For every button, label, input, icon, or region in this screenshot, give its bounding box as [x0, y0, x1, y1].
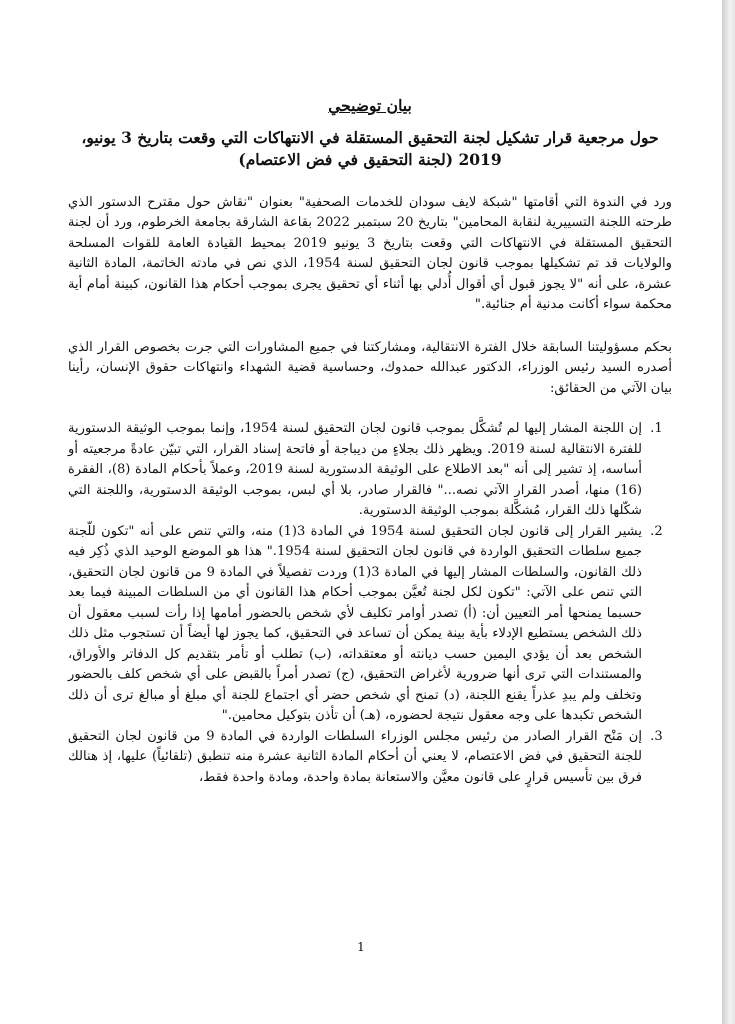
scroll-gutter: [722, 0, 735, 1024]
facts-list: [68, 419, 672, 788]
document-body: [68, 96, 672, 788]
fact-item-3: 3. إن مَنْح القرار الصادر من رئيس مجلس الوزراء السلطات الواردة في المادة 9 من قانون لجان التحقيق للجنة التحقيق في فض الاعتصام، لا يعني أن أحكام المادة الثانية عشرة منه تنطبق (تلقائياً) عليها، إذ هنالك فرق بين تأسيس قرارٍ على قانون معيَّن والاستعانة بمادة واحدة، ومادة واحدة فقط،: [68, 727, 646, 789]
fact-item-2: 2. يشير القرار إلى قانون لجان التحقيق لسنة 1954 في المادة 3(1) منه، والتي تنص على أنه "تكون للّجنة جميع سلطات التحقيق الواردة في قانون لجان التحقيق لسنة 1954." هذا هو الموضع الوحيد الذي ذُكِر فيه ذلك القانون، والسلطات المشار إليها في المادة 3(1) وردت تفصيلاً في المادة 9 من قانون لجان التحقيق، التي تنص على الآتي: "تكون لكل لجنة تُعيَّن بموجب أحكام هذا القانون أي من السلطات المبينة فيما بعد حسبما يمنحها أمر التعيين أن: (أ) تصدر أوامر تكليف لأي شخص بالحضور أمامها إذا رأت لسبب معقول أن ذلك الشخص يستطيع الإدلاء بأية بينة يمكن أن تساعد في التحقيق، كما يجوز لها أيضاً أن تستجوب مثل ذلك الشخص بعد أن يؤدي اليمين حسب ديانته أو معتقداته، (ب) تطلب أو تأمر بتقديم كل الدفاتر والأوراق، والمستندات التي ترى أنها ضرورية لأغراض التحقيق، (ج) تصدر أمراً بالقبض على أي شخص كلف بالحضور وتخلف ولم يبدِ عذراً يقنع اللجنة، (د) تمنح أي شخص حضر أي اجتماع للجنة أي مبلغ أو مبالغ ترى أن ذلك الشخص تكبدها على وجه معقول نتيجة لحضوره، (هـ) أن تأذن بتوكيل محامين.": [68, 522, 646, 727]
intro-paragraph: ورد في الندوة التي أقامتها "شبكة لايف سودان للخدمات الصحفية" بعنوان "نقاش حول مقترح الدستور الذي طرحته اللجنة التسييرية لنقابة المحامين" بتاريخ 20 سبتمبر 2022 بقاعة الشارقة بجامعة الخرطوم، ورد أن لجنة التحقيق المستقلة في الانتهاكات التي وقعت بتاريخ 3 يونيو 2019 بمحيط القيادة العامة للقوات المسلحة والولايات قد تم تشكيلها بموجب قانون لجان التحقيق لسنة 1954، الذي نص في مادته الخاتمة، المادة الثانية عشرة، على أنه "لا يجوز قبول أي أقوال أُدلي بها أثناء أي تحقيق يجرى بموجب أحكام هذا القانون، كبينة أمام أية محكمة سواء أكانت مدنية أم جنائية.": [68, 194, 673, 312]
document-title: بيان توضيحي: [328, 96, 412, 115]
page-number: 1: [357, 940, 365, 954]
document-subtitle: حول مرجعية قرار تشكيل لجنة التحقيق المستقلة في الانتهاكات التي وقعت بتاريخ 3 يونيو، 2019 (لجنة التحقيق في فض الاعتصام): [81, 127, 659, 169]
fact-item-1: 1. إن اللجنة المشار إليها لم تُشكَّل بموجب قانون لجان التحقيق لسنة 1954، وإنما بموجب الوثيقة الدستورية للفترة الانتقالية لسنة 2019. ويظهر ذلك بجلاءٍ من ديباجة أو فاتحة إسناد القرار، التي تبيّن عادةً مرجعيته أو أساسه، إذ تشير إلى أنه "بعد الاطلاع على الوثيقة الدستورية لسنة 2019، وعملاً بأحكام المادة (8)، الفقرة (16) منها، أصدر القرار الآتي نصه..." فالقرار صادر، بلا أي لبس، بموجب الوثيقة الدستورية، واللجنة التي شكّلها ذلك القرار، مُشكَّلة بموجب الوثيقة الدستورية.: [68, 419, 646, 522]
facts-lead-paragraph: بحكم مسؤوليتنا السابقة خلال الفترة الانتقالية، ومشاركتنا في جميع المشاورات التي جرت بخصوص القرار الذي أصدره السيد رئيس الوزراء، الدكتور عبدالله حمدوك، وحساسية قضية الشهداء وانتهاكات حقوق الإنسان، رأينا بيان الآتي من الحقائق:: [68, 339, 672, 396]
